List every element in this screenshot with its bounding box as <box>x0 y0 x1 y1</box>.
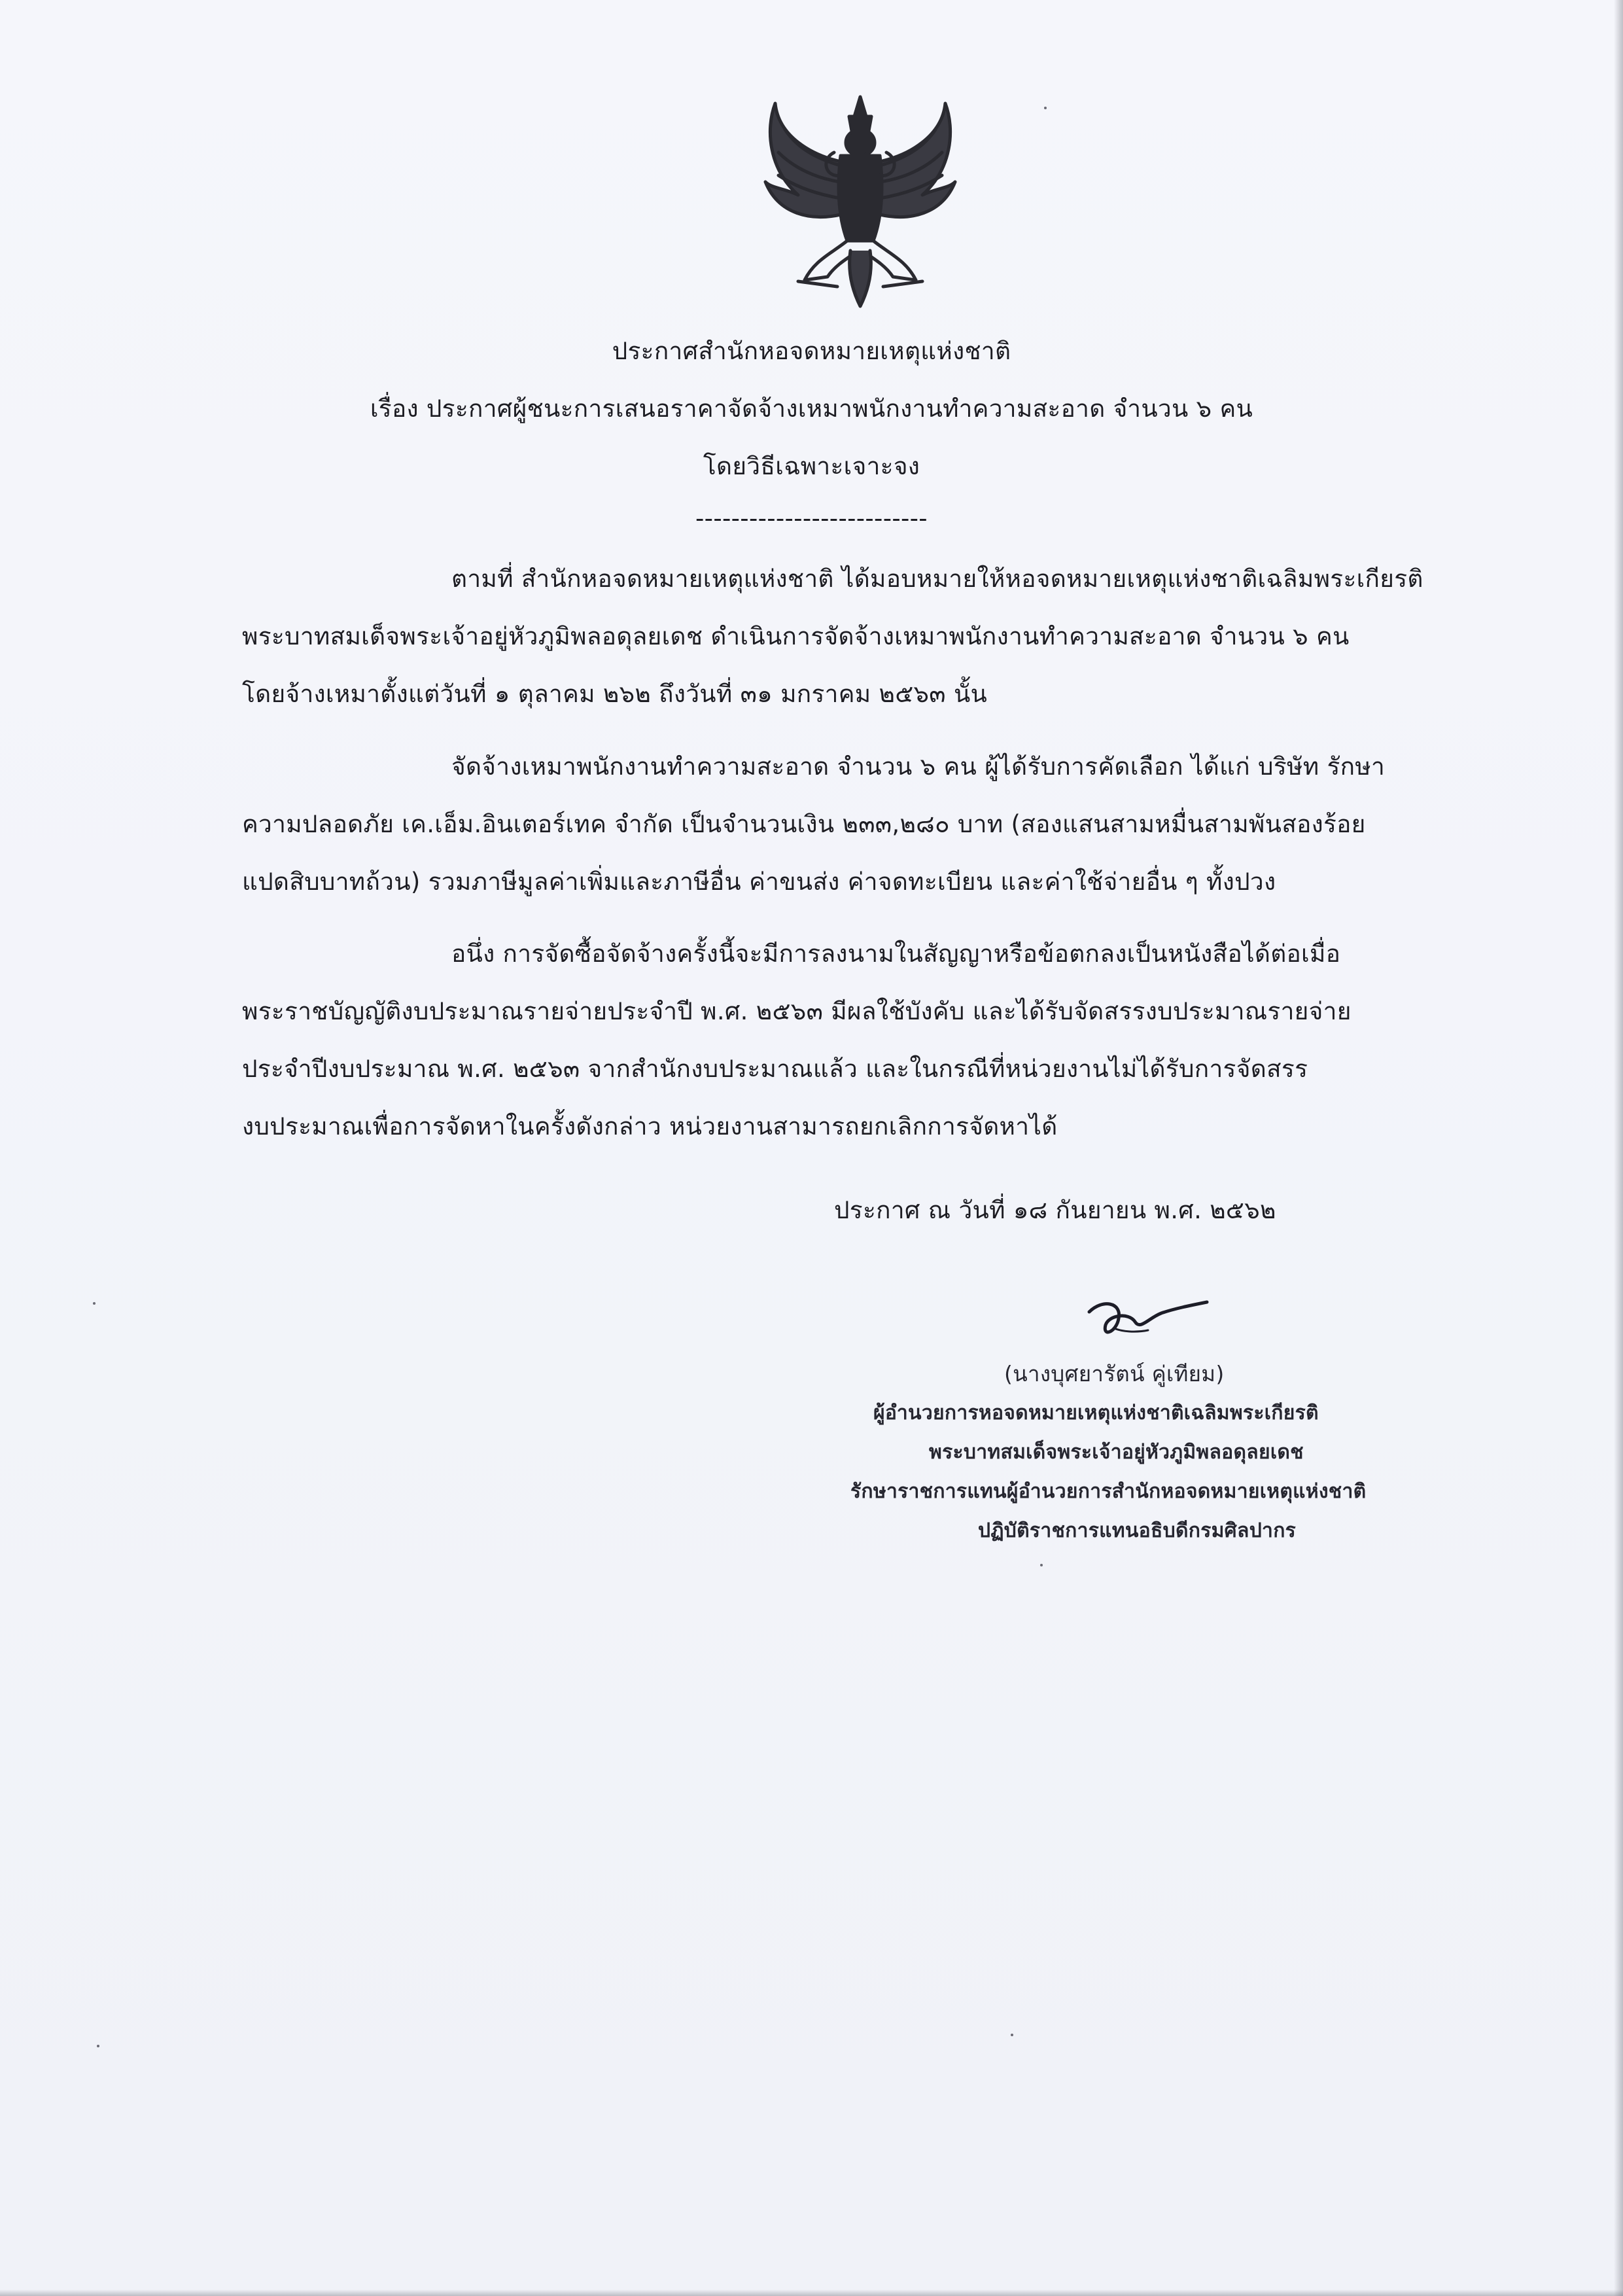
paragraph-2-line-3: แปดสิบบาทถ้วน) รวมภาษีมูลค่าเพิ่มและภาษีอื่น ค่าขนส่ง ค่าจดทะเบียน และค่าใช้จ่ายอื่น ๆ ทั้งปวง <box>242 868 1276 896</box>
scan-speck <box>93 1302 96 1305</box>
signatory-title-line-2: พระบาทสมเด็จพระเจ้าอยู่หัวภูมิพลอดุลยเดช <box>929 1441 1304 1464</box>
paragraph-3-line-4: งบประมาณเพื่อการจัดหาในครั้งดังกล่าว หน่วยงานสามารถยกเลิกการจัดหาได้ <box>242 1112 1058 1140</box>
paragraph-2-line-2: ความปลอดภัย เค.เอ็ม.อินเตอร์เทค จำกัด เป็นจำนวนเงิน ๒๓๓,๒๘๐ บาท (สองแสนสามหมื่นสามพันสองร้อย <box>242 810 1366 838</box>
scan-speck <box>1044 107 1047 109</box>
scan-speck <box>1011 2034 1013 2036</box>
garuda-emblem-icon <box>759 90 962 313</box>
paragraph-2-line-1: จัดจ้างเหมาพนักงานทำความสะอาด จำนวน ๖ คน ผู้ได้รับการคัดเลือก ได้แก่ บริษัท รักษา <box>451 752 1386 781</box>
paragraph-3-line-3: ประจำปีงบประมาณ พ.ศ. ๒๕๖๓ จากสำนักงบประมาณแล้ว และในกรณีที่หน่วยงานไม่ได้รับการจัดสรร <box>242 1055 1308 1083</box>
paragraph-3-line-1: อนึ่ง การจัดซื้อจัดจ้างครั้งนี้จะมีการลงนามในสัญญาหรือข้อตกลงเป็นหนังสือได้ต่อเมื่อ <box>451 940 1341 968</box>
handwritten-signature <box>1083 1292 1213 1345</box>
scan-edge-right <box>1614 0 1623 2296</box>
signatory-title-line-1: ผู้อำนวยการหอจดหมายเหตุแห่งชาติเฉลิมพระเกียรติ <box>873 1402 1319 1424</box>
paragraph-1-line-3: โดยจ้างเหมาตั้งแต่วันที่ ๑ ตุลาคม ๒๖๒ ถึงวันที่ ๓๑ มกราคม ๒๕๖๓ นั้น <box>242 680 988 708</box>
announcement-subject: เรื่อง ประกาศผู้ชนะการเสนอราคาจัดจ้างเหมาพนักงานทำความสะอาด จำนวน ๖ คน <box>370 395 1253 423</box>
announcement-title: ประกาศสำนักหอจดหมายเหตุแห่งชาติ <box>612 337 1011 365</box>
scan-edge-bottom <box>0 2289 1623 2296</box>
paragraph-1-line-1: ตามที่ สำนักหอจดหมายเหตุแห่งชาติ ได้มอบหมายให้หอจดหมายเหตุแห่งชาติเฉลิมพระเกียรติ <box>451 565 1423 593</box>
paragraph-3-line-2: พระราชบัญญัติงบประมาณรายจ่ายประจำปี พ.ศ. ๒๕๖๓ มีผลใช้บังคับ และได้รับจัดสรรงบประมาณรายจ่าย <box>242 997 1352 1025</box>
procurement-method: โดยวิธีเฉพาะเจาะจง <box>703 452 920 480</box>
scan-speck <box>1040 1564 1043 1566</box>
announcement-date: ประกาศ ณ วันที่ ๑๘ กันยายน พ.ศ. ๒๕๖๒ <box>834 1196 1276 1224</box>
signatory-name: (นางบุศยารัตน์ คู่เทียม) <box>1004 1361 1225 1386</box>
signatory-title-line-3: รักษาราชการแทนผู้อำนวยการสำนักหอจดหมายเหตุแห่งชาติ <box>850 1480 1367 1503</box>
signatory-title-line-4: ปฏิบัติราชการแทนอธิบดีกรมศิลปากร <box>978 1519 1297 1542</box>
scan-speck <box>97 2045 99 2047</box>
header-divider: -------------------------- <box>695 504 928 533</box>
paragraph-1-line-2: พระบาทสมเด็จพระเจ้าอยู่หัวภูมิพลอดุลยเดช ดำเนินการจัดจ้างเหมาพนักงานทำความสะอาด จำนวน ๖ คน <box>242 622 1350 650</box>
